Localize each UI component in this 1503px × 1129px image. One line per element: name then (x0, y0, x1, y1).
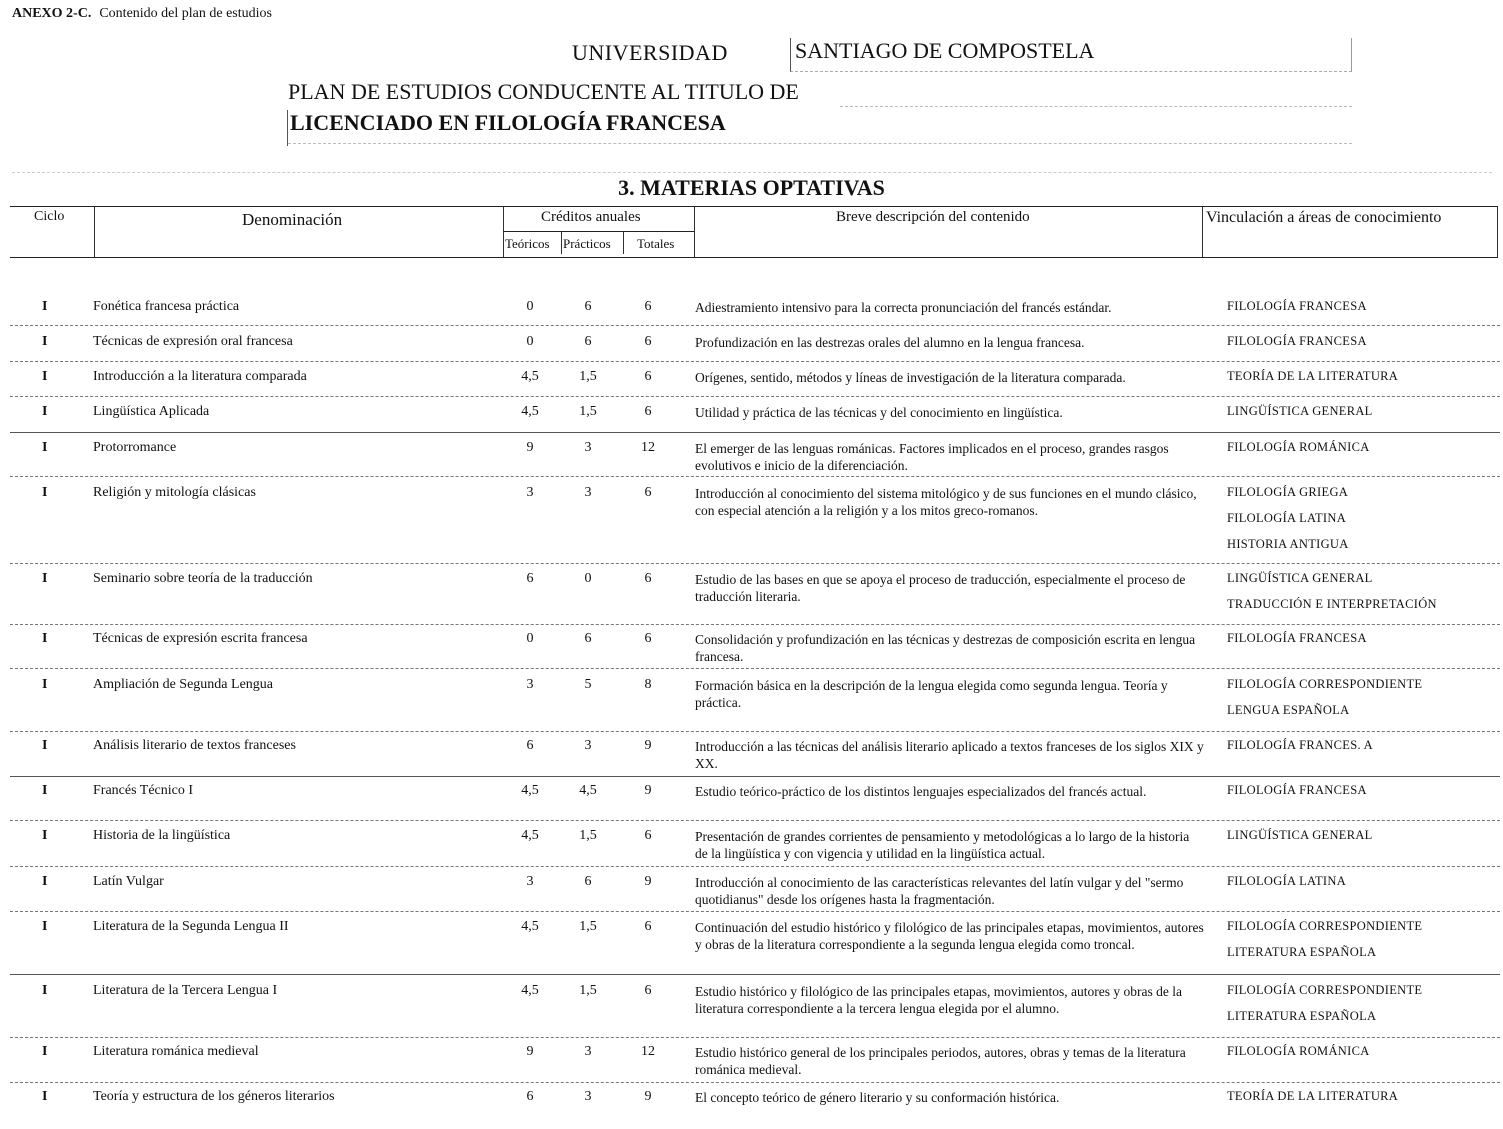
practice-credits: 6 (584, 874, 592, 889)
subject-name: Teoría y estructura de los géneros literarios (93, 1089, 335, 1104)
total-credits: 6 (644, 571, 652, 586)
university-value: SANTIAGO DE COMPOSTELA (790, 38, 1352, 72)
total-credits: 9 (644, 783, 652, 798)
knowledge-area: LINGÜÍSTICA GENERAL (1227, 571, 1373, 585)
cycle-cell: I (42, 677, 48, 692)
cycle-cell: I (42, 1089, 48, 1104)
description-cell: Continuación del estudio histórico y filológico de las principales etapas, movimientos, autores y obras de la literatura correspondiente a la segunda lengua elegida como troncal. (695, 920, 1204, 952)
description-cell: Formación básica en la descripción de la lengua elegida como segunda lengua. Teoría y práctica. (695, 678, 1168, 710)
total-credits: 6 (644, 919, 652, 934)
description-cell: Introducción al conocimiento del sistema mitológico y de sus funciones en el mundo clásico, con especial atención a la religión y a los mitos greco-romanos. (695, 486, 1197, 518)
theory-credits: 4,5 (521, 369, 539, 384)
description-cell: Presentación de grandes corrientes de pensamiento y metodológicas a lo largo de la historia de la lingüística y con vigencia y utilidad en la lingüística actual. (695, 829, 1190, 861)
knowledge-area: LENGUA ESPAÑOLA (1227, 703, 1350, 717)
subject-name: Ampliación de Segunda Lengua (93, 677, 274, 692)
knowledge-areas (1227, 828, 1497, 854)
knowledge-areas (1227, 440, 1497, 466)
row-separator (10, 668, 1500, 669)
theory-credits: 6 (526, 738, 534, 753)
subject-name: Introducción a la literatura comparada (93, 369, 307, 384)
knowledge-areas (1227, 1044, 1497, 1070)
theory-credits: 4,5 (521, 919, 539, 934)
theory-credits: 4,5 (521, 404, 539, 419)
knowledge-area: TRADUCCIÓN E INTERPRETACIÓN (1227, 597, 1437, 611)
col-descripcion: Breve descripción del contenido (836, 209, 1030, 225)
knowledge-area: LINGÜÍSTICA GENERAL (1227, 404, 1373, 418)
theory-credits: 0 (526, 299, 534, 314)
knowledge-areas (1227, 783, 1497, 809)
practice-credits: 5 (584, 677, 592, 692)
cycle-cell: I (42, 631, 48, 646)
knowledge-areas (1227, 1089, 1497, 1115)
knowledge-area: FILOLOGÍA FRANCES. A (1227, 738, 1373, 752)
col-ciclo: Ciclo (34, 209, 65, 224)
theory-credits: 9 (526, 440, 534, 455)
knowledge-area: TEORÍA DE LA LITERATURA (1227, 1089, 1399, 1103)
total-credits: 12 (641, 440, 655, 455)
subject-name: Francés Técnico I (93, 783, 194, 798)
knowledge-areas (1227, 485, 1497, 563)
knowledge-area: FILOLOGÍA ROMÁNICA (1227, 1044, 1370, 1058)
knowledge-areas (1227, 369, 1497, 395)
total-credits: 6 (644, 369, 652, 384)
practice-credits: 1,5 (579, 404, 597, 419)
row-separator (10, 731, 1500, 732)
subject-name: Lingüística Aplicada (93, 404, 210, 419)
knowledge-area: FILOLOGÍA CORRESPONDIENTE (1227, 677, 1423, 691)
cycle-cell: I (42, 440, 48, 455)
total-credits: 9 (644, 1089, 652, 1104)
description-cell: Profundización en las destrezas orales del alumno en la lengua francesa. (695, 335, 1085, 350)
theory-credits: 4,5 (521, 983, 539, 998)
description-cell: El emerger de las lenguas románicas. Factores implicados en el proceso, grandes rasgos evolutivos e inicio de la diferenciación. (695, 441, 1169, 473)
university-label: UNIVERSIDAD (572, 40, 728, 65)
cycle-cell: I (42, 738, 48, 753)
total-credits: 6 (644, 631, 652, 646)
col-denominacion: Denominación (242, 210, 343, 229)
row-separator (10, 866, 1500, 867)
practice-credits: 6 (584, 334, 592, 349)
cycle-cell: I (42, 299, 48, 314)
knowledge-area: FILOLOGÍA FRANCESA (1227, 631, 1367, 645)
theory-credits: 6 (526, 1089, 534, 1104)
knowledge-area: LITERATURA ESPAÑOLA (1227, 945, 1377, 959)
theory-credits: 4,5 (521, 828, 539, 843)
description-cell: Introducción al conocimiento de las características relevantes del latín vulgar y del "sermo quotidianus" desde los orígenes hasta la fragmentación. (695, 875, 1184, 907)
knowledge-area: FILOLOGÍA GRIEGA (1227, 485, 1349, 499)
cycle-cell: I (42, 919, 48, 934)
practice-credits: 3 (584, 485, 592, 500)
practice-credits: 3 (584, 738, 592, 753)
cycle-cell: I (42, 404, 48, 419)
row-separator (10, 325, 1500, 326)
total-credits: 8 (644, 677, 652, 692)
knowledge-area: FILOLOGÍA FRANCESA (1227, 334, 1367, 348)
practice-credits: 1,5 (579, 919, 597, 934)
knowledge-areas (1227, 571, 1497, 623)
description-cell: Estudio histórico general de los principales periodos, autores, obras y temas de la literatura románica medieval. (695, 1045, 1186, 1077)
knowledge-area: FILOLOGÍA LATINA (1227, 511, 1347, 525)
description-cell: Estudio teórico-práctico de los distintos lenguajes especializados del francés actual. (695, 784, 1147, 799)
knowledge-areas (1227, 404, 1497, 430)
knowledge-area: TEORÍA DE LA LITERATURA (1227, 369, 1399, 383)
description-cell: Utilidad y práctica de las técnicas y del conocimiento en lingüística. (695, 405, 1063, 420)
row-separator (10, 563, 1500, 564)
knowledge-areas (1227, 299, 1497, 325)
total-credits: 9 (644, 738, 652, 753)
cycle-cell: I (42, 874, 48, 889)
practice-credits: 3 (584, 1089, 592, 1104)
practice-credits: 0 (584, 571, 592, 586)
cycle-cell: I (42, 783, 48, 798)
total-credits: 6 (644, 334, 652, 349)
subject-name: Protorromance (93, 440, 177, 455)
annex-title: Contenido del plan de estudios (99, 6, 272, 21)
subject-name: Literatura de la Tercera Lengua I (93, 983, 278, 998)
annex-code: ANEXO 2-C. (12, 6, 92, 21)
theory-credits: 3 (526, 677, 534, 692)
knowledge-area: FILOLOGÍA CORRESPONDIENTE (1227, 919, 1423, 933)
col-totales: Totales (637, 236, 675, 251)
row-separator (10, 624, 1500, 625)
row-separator (10, 974, 1500, 975)
knowledge-areas (1227, 738, 1497, 764)
practice-credits: 1,5 (579, 369, 597, 384)
knowledge-area: FILOLOGÍA FRANCESA (1227, 783, 1367, 797)
col-vinculacion: Vinculación a áreas de conocimiento (1206, 209, 1442, 226)
cycle-cell: I (42, 485, 48, 500)
cycle-cell: I (42, 828, 48, 843)
row-separator (10, 396, 1500, 397)
knowledge-areas (1227, 677, 1497, 729)
knowledge-areas (1227, 631, 1497, 657)
practice-credits: 4,5 (579, 783, 597, 798)
practice-credits: 3 (584, 1044, 592, 1059)
knowledge-areas (1227, 983, 1497, 1035)
knowledge-area: LITERATURA ESPAÑOLA (1227, 1009, 1377, 1023)
practice-credits: 3 (584, 440, 592, 455)
subject-name: Análisis literario de textos franceses (93, 738, 296, 753)
row-separator (10, 820, 1500, 821)
knowledge-areas (1227, 919, 1497, 971)
row-separator (10, 361, 1500, 362)
subject-name: Literatura románica medieval (93, 1044, 259, 1059)
description-cell: Adiestramiento intensivo para la correcta pronunciación del francés estándar. (695, 300, 1112, 315)
cycle-cell: I (42, 1044, 48, 1059)
row-separator (10, 476, 1500, 477)
total-credits: 6 (644, 983, 652, 998)
theory-credits: 3 (526, 874, 534, 889)
total-credits: 9 (644, 874, 652, 889)
subject-name: Técnicas de expresión escrita francesa (93, 631, 308, 646)
subject-name: Historia de la lingüística (93, 828, 231, 843)
knowledge-areas (1227, 874, 1497, 900)
theory-credits: 9 (526, 1044, 534, 1059)
description-cell: Estudio histórico y filológico de las principales etapas, movimientos, autores y obras de la literatura correspondiente a la tercera lengua elegida por el alumno. (695, 984, 1183, 1016)
row-separator (10, 911, 1500, 912)
practice-credits: 1,5 (579, 828, 597, 843)
knowledge-area: FILOLOGÍA ROMÁNICA (1227, 440, 1370, 454)
description-cell: Introducción a las técnicas del análisis literario aplicado a textos franceses de los siglos XIX y XX. (695, 739, 1204, 771)
theory-credits: 0 (526, 631, 534, 646)
total-credits: 6 (644, 299, 652, 314)
section-title: 3. MATERIAS OPTATIVAS (618, 175, 885, 200)
knowledge-area: LINGÜÍSTICA GENERAL (1227, 828, 1373, 842)
degree-title: LICENCIADO EN FILOLOGÍA FRANCESA (287, 110, 726, 146)
row-separator (10, 776, 1500, 777)
subject-name: Literatura de la Segunda Lengua II (93, 919, 289, 934)
total-credits: 6 (644, 828, 652, 843)
theory-credits: 3 (526, 485, 534, 500)
description-cell: Estudio de las bases en que se apoya el proceso de traducción, especialmente el proceso de traducción literaria. (695, 572, 1186, 604)
theory-credits: 6 (526, 571, 534, 586)
cycle-cell: I (42, 571, 48, 586)
knowledge-area: FILOLOGÍA CORRESPONDIENTE (1227, 983, 1423, 997)
col-practicos: Prácticos (563, 236, 611, 251)
knowledge-area: FILOLOGÍA FRANCESA (1227, 299, 1367, 313)
cycle-cell: I (42, 983, 48, 998)
subject-name: Fonética francesa práctica (93, 299, 240, 314)
cycle-cell: I (42, 334, 48, 349)
description-cell: Consolidación y profundización en las técnicas y destrezas de composición escrita en lengua francesa. (695, 632, 1196, 664)
row-separator (10, 432, 1500, 433)
cycle-cell: I (42, 369, 48, 384)
practice-credits: 6 (584, 631, 592, 646)
description-cell: Orígenes, sentido, métodos y líneas de investigación de la literatura comparada. (695, 370, 1126, 385)
subject-name: Religión y mitología clásicas (93, 485, 256, 500)
col-teoricos: Teóricos (505, 236, 550, 251)
description-cell: El concepto teórico de género literario y su conformación histórica. (695, 1090, 1060, 1105)
subject-name: Técnicas de expresión oral francesa (93, 334, 293, 349)
subject-name: Latín Vulgar (93, 874, 164, 889)
total-credits: 6 (644, 485, 652, 500)
practice-credits: 1,5 (579, 983, 597, 998)
practice-credits: 6 (584, 299, 592, 314)
row-separator (10, 1082, 1500, 1083)
row-separator (10, 1037, 1500, 1038)
subject-name: Seminario sobre teoría de la traducción (93, 571, 313, 586)
theory-credits: 4,5 (521, 783, 539, 798)
knowledge-area: FILOLOGÍA LATINA (1227, 874, 1347, 888)
total-credits: 12 (641, 1044, 655, 1059)
col-creditos: Créditos anuales (541, 209, 641, 225)
total-credits: 6 (644, 404, 652, 419)
theory-credits: 0 (526, 334, 534, 349)
plan-label: PLAN DE ESTUDIOS CONDUCENTE AL TITULO DE (288, 79, 799, 104)
knowledge-areas (1227, 334, 1497, 360)
knowledge-area: HISTORIA ANTIGUA (1227, 537, 1349, 551)
